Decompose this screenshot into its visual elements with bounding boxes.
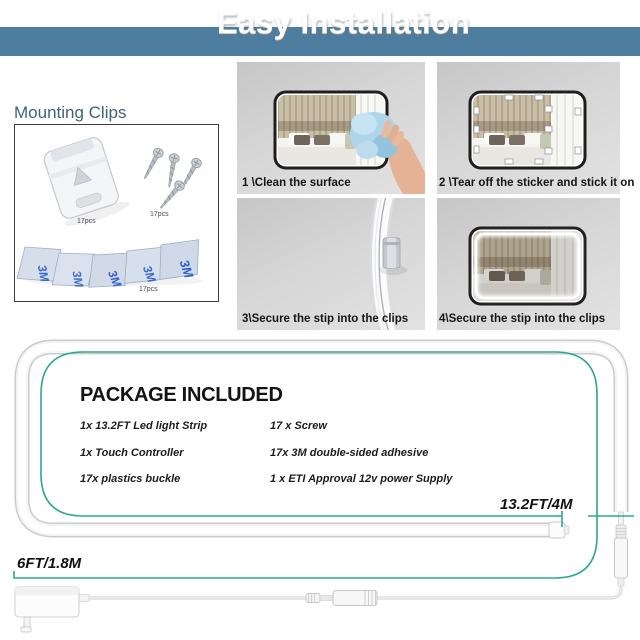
step-1-caption: 1 \Clean the surface [242,177,351,189]
package-item: 1 x ETI Approval 12v power Supply [270,473,453,485]
adhesive-strips-icon [17,240,204,291]
mounting-clip-icon [42,133,131,230]
screw-quantity-label: 17pcs [150,211,169,218]
strip-length-diagram [0,330,640,640]
mounting-parts-illustration [15,125,218,301]
power-adapter-icon [15,587,89,632]
package-item: 17x plastics buckle [80,473,181,485]
strip-clip-icon [375,198,407,330]
strip-length-label: 13.2FT/4M [500,496,573,513]
brand-3m-label: 3M [105,268,125,289]
strip-clip-illustration [237,198,425,330]
package-item: 1x 13.2FT Led light Strip [80,420,208,432]
dc-connector-right-icon [615,512,628,586]
package-item: 1x Touch Controller [80,447,184,459]
step-4-panel [437,198,620,330]
step-3-panel [237,198,425,330]
brand-3m-label: 3M [34,263,52,283]
cord-length-label: 6FT/1.8M [17,555,82,572]
package-included-title: PACKAGE INCLUDED [80,384,283,406]
step-2-caption: 2 \Tear off the sticker and stick it on [439,177,635,189]
clip-quantity-label: 17pcs [77,218,96,225]
sticker-mirror-illustration [437,62,620,194]
step-1-panel [237,62,425,194]
brand-3m-label: 3M [176,257,197,280]
mounting-clips-title: Mounting Clips [14,103,127,122]
step-2-panel [437,62,635,194]
step-3-caption: 3\Secure the stip into the clips [242,313,409,325]
dc-connector-middle-icon [306,591,377,606]
package-item: 17x 3M double-sided adhesive [270,447,429,459]
page-title: Easy Installation [217,5,471,40]
mounting-clips-box [14,124,219,302]
package-item: 17 x Screw [270,420,327,432]
cleaning-hand-icon [350,112,425,194]
brand-3m-label: 3M [69,269,87,289]
lit-mirror-illustration [437,198,620,330]
lit-mirror-icon [470,228,585,304]
screws-icon [140,147,203,211]
adhesive-quantity-label: 17pcs [139,286,158,293]
brand-3m-label: 3M [139,263,159,285]
mirror-icon [470,92,585,168]
step-4-caption: 4\Secure the stip into the clips [439,313,606,325]
clean-surface-illustration [237,62,425,194]
